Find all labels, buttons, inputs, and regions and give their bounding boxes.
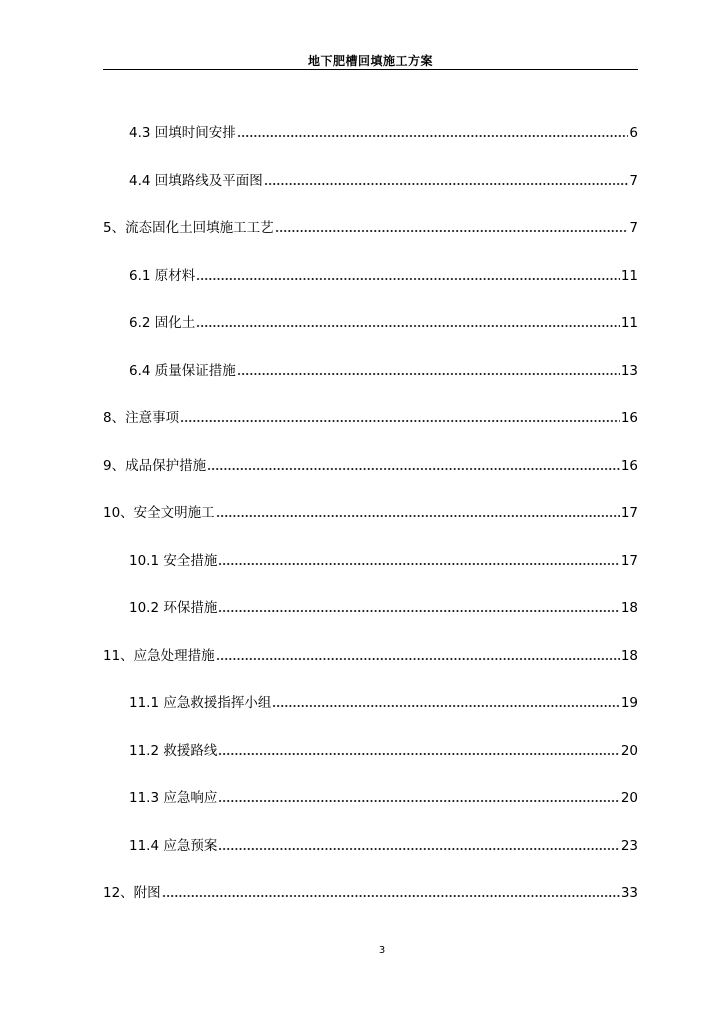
- toc-dot-leader: [207, 467, 620, 471]
- toc-entry[interactable]: [129, 310, 638, 332]
- toc-entry-title: 10.1 安全措施: [129, 553, 218, 569]
- toc-entry-title: 8、注意事项: [103, 410, 180, 426]
- toc-dot-leader: [218, 609, 619, 613]
- toc-entry-title: 5、流态固化土回填施工工艺: [103, 220, 274, 236]
- toc-entry-title: 6.4 质量保证措施: [129, 363, 236, 379]
- toc-entry-title: 4.4 回填路线及平面图: [129, 173, 263, 189]
- toc-entry-title: 11.1 应急救援指挥小组: [129, 695, 272, 711]
- toc-entry[interactable]: [129, 785, 638, 807]
- toc-dot-leader: [237, 134, 629, 138]
- toc-entry[interactable]: [103, 215, 638, 237]
- toc-entry-title: 11.2 救援路线: [129, 743, 218, 759]
- toc-entry-page: 16: [620, 410, 638, 426]
- toc-entry[interactable]: [129, 690, 638, 712]
- toc-entry-page: 6: [629, 125, 638, 141]
- page-number: 3: [378, 945, 386, 956]
- toc-dot-leader: [216, 657, 620, 661]
- toc-entry[interactable]: [103, 880, 638, 902]
- toc-entry-title: 12、附图: [103, 885, 161, 901]
- toc-dot-leader: [275, 229, 629, 233]
- toc-entry-page: 7: [629, 220, 638, 236]
- toc-dot-leader: [218, 799, 619, 803]
- toc-entry-page: 33: [620, 885, 638, 901]
- toc-dot-leader: [218, 847, 619, 851]
- toc-dot-leader: [162, 894, 620, 898]
- toc-entry[interactable]: [129, 263, 638, 285]
- toc-entry[interactable]: [129, 358, 638, 380]
- toc-entry-page: 18: [620, 600, 638, 616]
- toc-entry-title: 6.1 原材料: [129, 268, 196, 284]
- toc-entry[interactable]: [129, 833, 638, 855]
- toc-entry-page: 17: [620, 505, 638, 521]
- toc-entry-title: 4.3 回填时间安排: [129, 125, 236, 141]
- toc-entry[interactable]: [103, 643, 638, 665]
- toc-entry-page: 11: [620, 268, 638, 284]
- toc-entry-title: 10.2 环保措施: [129, 600, 218, 616]
- toc-dot-leader: [216, 514, 620, 518]
- toc-entry-title: 6.2 固化土: [129, 315, 196, 331]
- toc-entry-title: 9、成品保护措施: [103, 458, 207, 474]
- toc-entry[interactable]: [129, 120, 638, 142]
- toc-entry-page: 19: [620, 695, 638, 711]
- toc-entry-title: 10、安全文明施工: [103, 505, 215, 521]
- toc-entry-page: 17: [620, 553, 638, 569]
- toc-entry[interactable]: [129, 738, 638, 760]
- page-header-title: 地下肥槽回填施工方案: [307, 54, 433, 68]
- toc-entry-page: 16: [620, 458, 638, 474]
- toc-entry[interactable]: [103, 405, 638, 427]
- toc-entry-title: 11.3 应急响应: [129, 790, 218, 806]
- toc-entry-page: 23: [620, 838, 638, 854]
- toc-entry-title: 11.4 应急预案: [129, 838, 218, 854]
- toc-dot-leader: [218, 562, 619, 566]
- toc-dot-leader: [237, 372, 620, 376]
- toc-entry-page: 7: [629, 173, 638, 189]
- toc-entry-page: 20: [620, 790, 638, 806]
- toc-entry-page: 11: [620, 315, 638, 331]
- toc-entry-title: 11、应急处理措施: [103, 648, 215, 664]
- toc-dot-leader: [180, 419, 620, 423]
- toc-entry[interactable]: [129, 168, 638, 190]
- toc-entry[interactable]: [129, 595, 638, 617]
- toc-dot-leader: [264, 182, 629, 186]
- toc-entry[interactable]: [103, 453, 638, 475]
- toc-entry[interactable]: [129, 548, 638, 570]
- toc-dot-leader: [218, 752, 619, 756]
- toc-dot-leader: [196, 277, 620, 281]
- toc-entry[interactable]: [103, 500, 638, 522]
- toc-dot-leader: [196, 324, 620, 328]
- toc-entry-page: 20: [620, 743, 638, 759]
- toc-entry-page: 13: [620, 363, 638, 379]
- toc-dot-leader: [272, 704, 619, 708]
- toc-entry-page: 18: [620, 648, 638, 664]
